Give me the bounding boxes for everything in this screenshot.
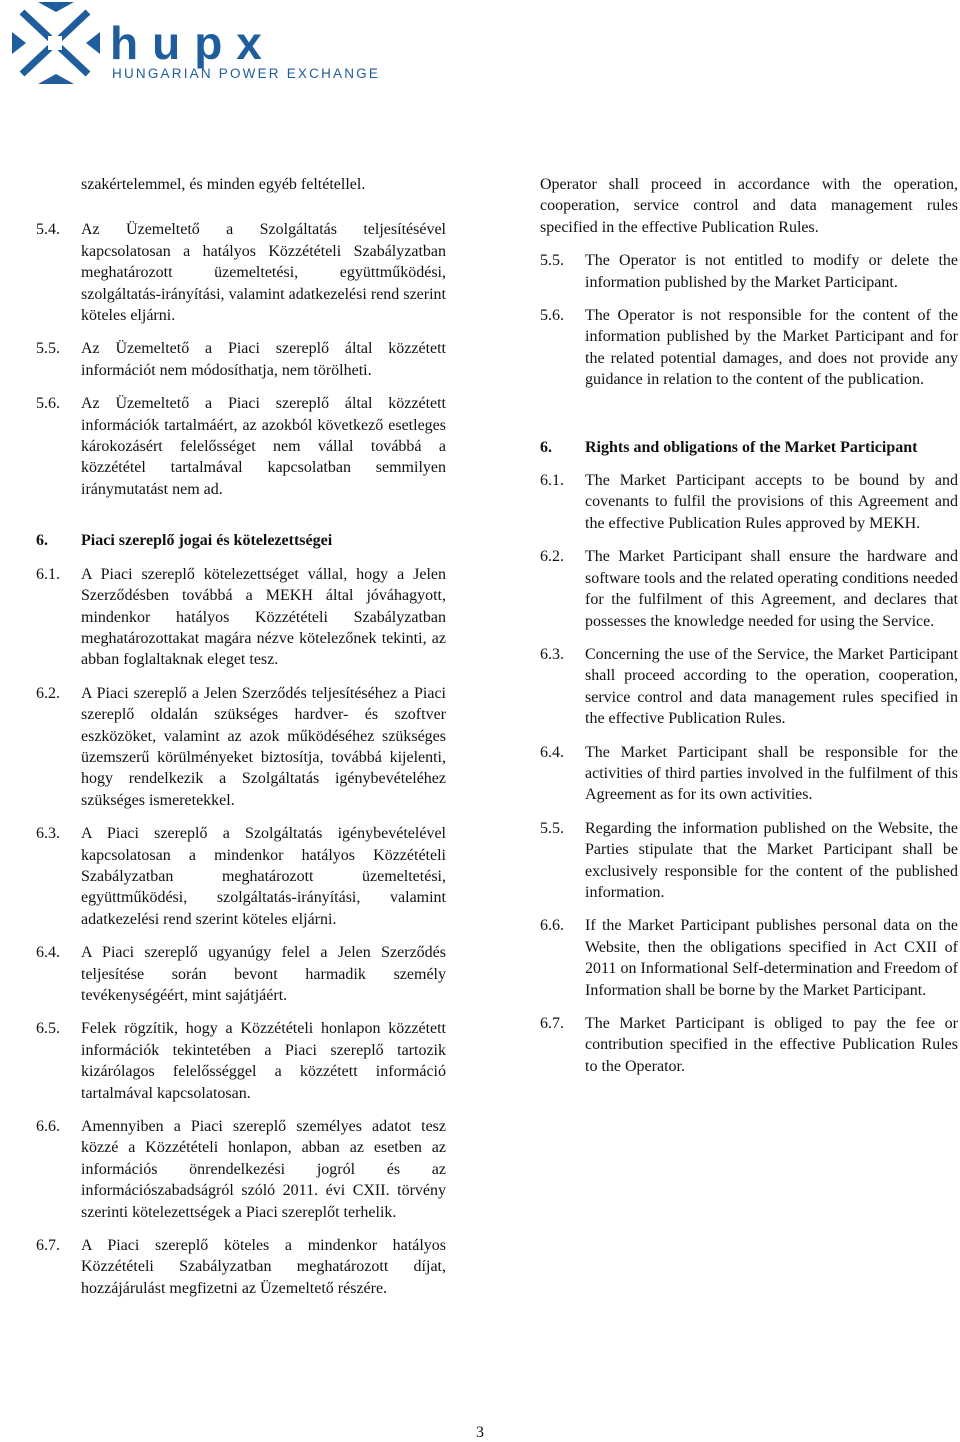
- hupx-logo: [8, 2, 381, 84]
- section-number: 6.: [540, 438, 552, 456]
- clause-number: 6.1.: [540, 472, 564, 490]
- clause-text: A Piaci szereplő köteles a mindenkor hatályos Közzétételi Szabályzatban meghatározott díjat, hozzájárulást megfizetni az Üzemeltető részére.: [81, 1237, 446, 1297]
- clause-text: Felek rögzítik, hogy a Közzétételi honlapon közzétett információk tekintetében a Piaci szereplő tartozik kizárólagos felelősséggel a közzétett információ tartalmával kapcsolatosan.: [81, 1020, 446, 1102]
- clause: [36, 1018, 446, 1104]
- clause: [540, 644, 958, 730]
- clause: [540, 915, 958, 1001]
- hupx-logo-mark-icon: [8, 2, 104, 84]
- section-title: Rights and obligations of the Market Participant: [585, 438, 918, 456]
- clause: [540, 818, 958, 904]
- clause-text: A Piaci szereplő ugyanúgy felel a Jelen Szerződés teljesítése során bevont harmadik személy tevékenységéért, mint sajátjáért.: [81, 944, 446, 1004]
- clause-text: If the Market Participant publishes personal data on the Website, then the obligations specified in Act CXII of 2011 on Informational Self-determination and Freedom of Information shall be borne by the Market Participant.: [585, 917, 958, 999]
- clause-number: 5.5.: [540, 252, 564, 270]
- clause-number: 5.6.: [540, 307, 564, 325]
- clause-text: The Operator is not responsible for the content of the information published by the Market Participant and for the related potential damages, and does not provide any guidance in relation to the content of the publication.: [585, 307, 958, 389]
- clause-number: 6.2.: [540, 548, 564, 566]
- clause-text: Az Üzemeltető a Szolgáltatás teljesítésével kapcsolatosan a hatályos Közzétételi Szabályzatban meghatározott üzemeltetési, együttműködési, szolgáltatás-irányítási, valamint adatkezelési rend szerint köteles eljárni.: [81, 221, 446, 325]
- clause-text: The Market Participant is obliged to pay the fee or contribution specified in the effective Publication Rules to the Operator.: [585, 1015, 958, 1075]
- clause-text: Az Üzemeltető a Piaci szereplő által közzétett információt nem módosíthatja, nem törölheti.: [81, 340, 446, 379]
- section-number: 6.: [36, 532, 48, 550]
- clause: [540, 250, 958, 293]
- logo-tagline: HUNGARIAN POWER EXCHANGE: [112, 66, 381, 81]
- section-heading: [540, 437, 958, 458]
- clause-number: 5.5.: [36, 340, 60, 358]
- clause-text: Az Üzemeltető a Piaci szereplő által közzétett információk tartalmáért, az azokból következő esetleges károkozásért felelősséget nem vállal továbbá a közzététel tartalmával kapcsolatban semmilyen iránymutatást nem ad.: [81, 395, 446, 498]
- clause-number: 6.7.: [540, 1015, 564, 1032]
- clause-text: The Operator is not entitled to modify or delete the information published by the Market Participant.: [585, 252, 958, 291]
- continuation-text: szakértelemmel, és minden egyéb feltétellel.: [81, 176, 366, 193]
- clause: [36, 1116, 446, 1223]
- clause: [540, 742, 958, 806]
- clause-number: 6.3.: [540, 645, 564, 663]
- clause-text: The Market Participant shall be responsible for the activities of third parties involved in the fulfilment of this Agreement as for its own activities.: [585, 743, 958, 804]
- clause-text: A Piaci szereplő kötelezettséget vállal, hogy a Jelen Szerződésben továbbá a MEKH által jóváhagyott, mindenkor hatályos Közzétételi Szabályzatban meghatározottakat magára nézve kötelezőnek tekinti, az abban foglaltaknak eleget tesz.: [81, 565, 446, 669]
- clause-text: The Market Participant accepts to be bound by and covenants to fulfil the provisions of this Agreement and the effective Publication Rules approved by MEKH.: [585, 472, 958, 532]
- clause: [36, 823, 446, 930]
- clause-number: 6.1.: [36, 565, 60, 583]
- clause-number: 6.4.: [36, 944, 60, 962]
- hungarian-column: [36, 174, 446, 1299]
- clause-text: Concerning the use of the Service, the Market Participant shall proceed according to the operation, cooperation, service control and data management rules specified in the effective Publication Rules.: [585, 645, 958, 728]
- clause: [540, 546, 958, 632]
- clause: [36, 1235, 446, 1299]
- clause: [36, 683, 446, 811]
- clause-text: The Market Participant shall ensure the hardware and software tools and the related operating conditions needed for the fulfilment of this Agreement, and declares that possesses the knowledge needed for using the Service.: [585, 548, 958, 630]
- clause-number: 6.6.: [36, 1118, 60, 1136]
- clause-number: 6.2.: [36, 684, 60, 702]
- clause-number: 6.6.: [540, 917, 564, 935]
- clause: [540, 305, 958, 391]
- clause: [36, 338, 446, 381]
- english-column: [540, 174, 958, 1077]
- section-heading: [36, 530, 446, 551]
- continuation-text: Operator shall proceed in accordance with the operation, cooperation, service control and data management rules specified in the effective Publication Rules.: [540, 176, 958, 236]
- clause-text: A Piaci szereplő a Szolgáltatás igénybevételével kapcsolatosan a mindenkor hatályos Közzétételi Szabályzatban meghatározott üzemeltetési, együttműködési, szolgáltatás-irányítási, valamint adatkezelési rend szerint köteles eljárni.: [81, 825, 446, 928]
- clause-number: 6.7.: [36, 1237, 60, 1255]
- page-number: 3: [476, 1424, 484, 1441]
- clause: [36, 219, 446, 326]
- clause-text: Regarding the information published on the Website, the Parties stipulate that the Market Participant shall be exclusively responsible for the content of the published information.: [585, 819, 958, 901]
- clause-text: A Piaci szereplő a Jelen Szerződés teljesítéséhez a Piaci szereplő oldalán szükséges hardver- és szoftver eszközöket, valamint az azok működéséhez szükséges üzemszerű körülményeket biztosítja, továbbá kijelenti, hogy rendelkezik a Szolgáltatás igénybevételéhez szükséges ismeretekkel.: [81, 684, 446, 809]
- clause: [36, 564, 446, 671]
- clause-number: 5.6.: [36, 395, 60, 413]
- clause: [36, 393, 446, 500]
- clause-number: 5.5.: [540, 819, 564, 837]
- clause-number: 6.3.: [36, 825, 60, 843]
- clause: [540, 1013, 958, 1077]
- clause-number: 5.4.: [36, 221, 60, 239]
- clause-number: 6.5.: [36, 1020, 60, 1038]
- section-title: Piaci szereplő jogai és kötelezettségei: [81, 532, 333, 550]
- logo-wordmark: hupx: [110, 17, 276, 69]
- clause-number: 6.4.: [540, 743, 564, 761]
- clause: [36, 942, 446, 1006]
- clause-text: Amennyiben a Piaci szereplő személyes adatot tesz közzé a Közzétételi honlapon, abban az esetben az információs önrendelkezési jogról és az információszabadságról szóló 2011. évi CXII. törvény szerinti kötelezettségek a Piaci szereplőt terhelik.: [81, 1118, 446, 1221]
- clause: [540, 470, 958, 534]
